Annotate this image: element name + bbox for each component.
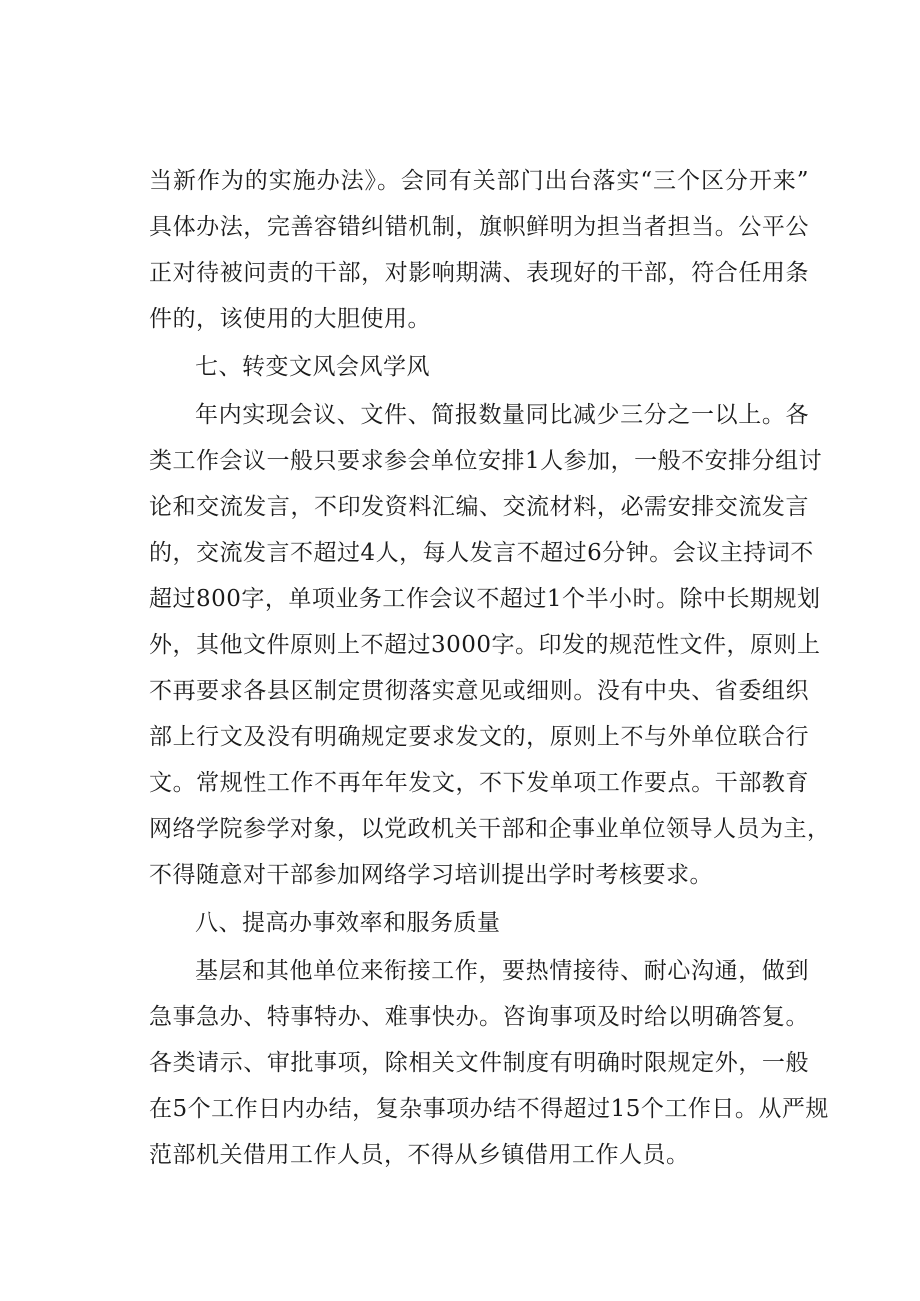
- section-8-line: 基层和其他单位来衔接工作，要热情接待、耐心沟通，做到: [195, 958, 809, 984]
- document-page: [149, 158, 831, 1178]
- section-7-line: 超过800字，单项业务工作会议不超过1个半小时。除中长期规划: [149, 586, 821, 612]
- section-7-line: 年内实现会议、文件、简报数量同比减少三分之一以上。各: [195, 402, 809, 428]
- section-7-line: 类工作会议一般只要求参会单位安排1人参加，一般不安排分组讨: [149, 448, 823, 474]
- section-8-line: 急事急办、特事特办、难事快办。咨询事项及时给以明确答复。: [149, 1004, 809, 1030]
- section-7-paragraph: [149, 392, 831, 898]
- section-7-line: 不再要求各县区制定贯彻落实意见或细则。没有中央、省委组织: [149, 678, 809, 704]
- section-8-paragraph: [149, 948, 829, 1178]
- paragraph-1-line: 当新作为的实施办法》。会同有关部门出台落实“三个区分开来”: [149, 168, 809, 194]
- section-8-line: 范部机关借用工作人员，不得从乡镇借用工作人员。: [149, 1142, 690, 1168]
- section-7-line: 的，交流发言不超过4人，每人发言不超过6分钟。会议主持词不: [149, 540, 814, 566]
- paragraph-1: [149, 158, 809, 342]
- paragraph-1-line: 正对待被问责的干部，对影响期满、表现好的干部，符合任用条: [149, 260, 809, 286]
- paragraph-1-line: 具体办法，完善容错纠错机制，旗帜鲜明为担当者担当。公平公: [149, 214, 809, 240]
- section-7-line: 部上行文及没有明确规定要求发文的，原则上不与外单位联合行: [149, 724, 809, 750]
- section-7-line: 文。常规性工作不再年年发文，不下发单项工作要点。干部教育: [149, 770, 809, 796]
- section-8-line: 在5个工作日内办结，复杂事项办结不得超过15个工作日。从严规: [149, 1096, 829, 1122]
- section-7-line: 论和交流发言，不印发资料汇编、交流材料，必需安排交流发言: [149, 494, 809, 520]
- section-7-heading: 七、转变文风会风学风: [195, 354, 430, 380]
- section-8-heading: 八、提高办事效率和服务质量: [195, 910, 501, 936]
- section-7-line: 网络学院参学对象，以党政机关干部和企事业单位领导人员为主，: [149, 816, 831, 842]
- section-7-line: 外，其他文件原则上不超过3000字。印发的规范性文件，原则上: [149, 632, 821, 658]
- section-7-line: 不得随意对干部参加网络学习培训提出学时考核要求。: [149, 862, 713, 888]
- paragraph-1-line: 件的，该使用的大胆使用。: [149, 306, 431, 332]
- section-8-line: 各类请示、审批事项，除相关文件制度有明确时限规定外，一般: [149, 1050, 809, 1076]
